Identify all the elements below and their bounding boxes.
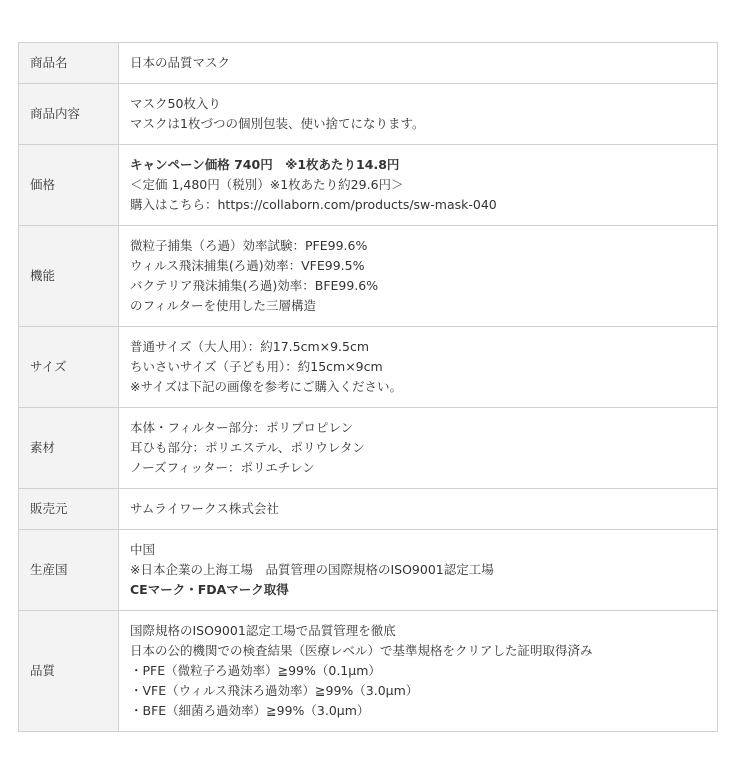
value-line: CEマーク・FDAマーク取得 xyxy=(130,582,289,597)
row-price xyxy=(19,145,718,226)
value-line: 本体・フィルター部分：ポリプロピレン xyxy=(130,420,354,435)
row-label: サイズ xyxy=(19,327,119,408)
value-line: ウィルス飛沫捕集(ろ過)効率：VFE99.5% xyxy=(130,258,365,273)
row-value xyxy=(119,611,718,732)
row-value xyxy=(119,43,718,84)
row-size xyxy=(19,327,718,408)
product-spec-table xyxy=(18,42,718,732)
value-line: ※サイズは下記の画像を参考にご購入ください。 xyxy=(130,379,402,394)
row-value xyxy=(119,226,718,327)
row-label: 素材 xyxy=(19,408,119,489)
row-label: 機能 xyxy=(19,226,119,327)
value-line: マスクは1枚づつの個別包装、使い捨てになります。 xyxy=(130,116,425,131)
row-features xyxy=(19,226,718,327)
row-label: 品質 xyxy=(19,611,119,732)
value-line: ・PFE（微粒子ろ過効率）≧99%（0.1μm） xyxy=(130,663,381,678)
row-value xyxy=(119,408,718,489)
value-line: ちいさいサイズ（子ども用）：約15cm×9cm xyxy=(130,359,383,374)
row-label: 商品内容 xyxy=(19,84,119,145)
value-line: ＜定価 1,480円（税別）※1枚あたり約29.6円＞ xyxy=(130,177,404,192)
value-line: ノーズフィッター：ポリエチレン xyxy=(130,460,315,475)
value-line: ※日本企業の上海工場 品質管理の国際規格のISO9001認定工場 xyxy=(130,562,494,577)
value-line: 耳ひも部分：ポリエステル、ポリウレタン xyxy=(130,440,365,455)
row-product-contents xyxy=(19,84,718,145)
value-line: ・BFE（細菌ろ過効率）≧99%（3.0μm） xyxy=(130,703,370,718)
row-value xyxy=(119,84,718,145)
row-value xyxy=(119,489,718,530)
value-line: 国際規格のISO9001認定工場で品質管理を徹底 xyxy=(130,623,396,638)
row-label: 商品名 xyxy=(19,43,119,84)
value-line: ・VFE（ウィルス飛沫ろ過効率）≧99%（3.0μm） xyxy=(130,683,419,698)
spec-table-body xyxy=(19,43,718,732)
value-line: 日本の品質マスク xyxy=(130,55,231,70)
value-line: 中国 xyxy=(130,542,156,557)
row-origin xyxy=(19,530,718,611)
value-line: キャンペーン価格 740円 ※1枚あたり14.8円 xyxy=(130,157,400,172)
value-line: サムライワークス株式会社 xyxy=(130,501,279,516)
row-label: 販売元 xyxy=(19,489,119,530)
row-seller xyxy=(19,489,718,530)
row-label: 生産国 xyxy=(19,530,119,611)
row-value xyxy=(119,145,718,226)
value-line: 購入はこちら：https://collaborn.com/products/sw-mask-040 xyxy=(130,197,497,212)
value-line: 普通サイズ（大人用）：約17.5cm×9.5cm xyxy=(130,339,370,354)
row-label: 価格 xyxy=(19,145,119,226)
row-product-name xyxy=(19,43,718,84)
row-value xyxy=(119,327,718,408)
row-quality xyxy=(19,611,718,732)
value-line: のフィルターを使用した三層構造 xyxy=(130,298,317,313)
value-line: 日本の公的機関での検査結果（医療レベル）で基準規格をクリアした証明取得済み xyxy=(130,643,593,658)
row-material xyxy=(19,408,718,489)
value-line: バクテリア飛沫捕集(ろ過)効率：BFE99.6% xyxy=(130,278,379,293)
value-line: 微粒子捕集（ろ過）効率試験：PFE99.6% xyxy=(130,238,368,253)
value-line: マスク50枚入り xyxy=(130,96,221,111)
row-value xyxy=(119,530,718,611)
